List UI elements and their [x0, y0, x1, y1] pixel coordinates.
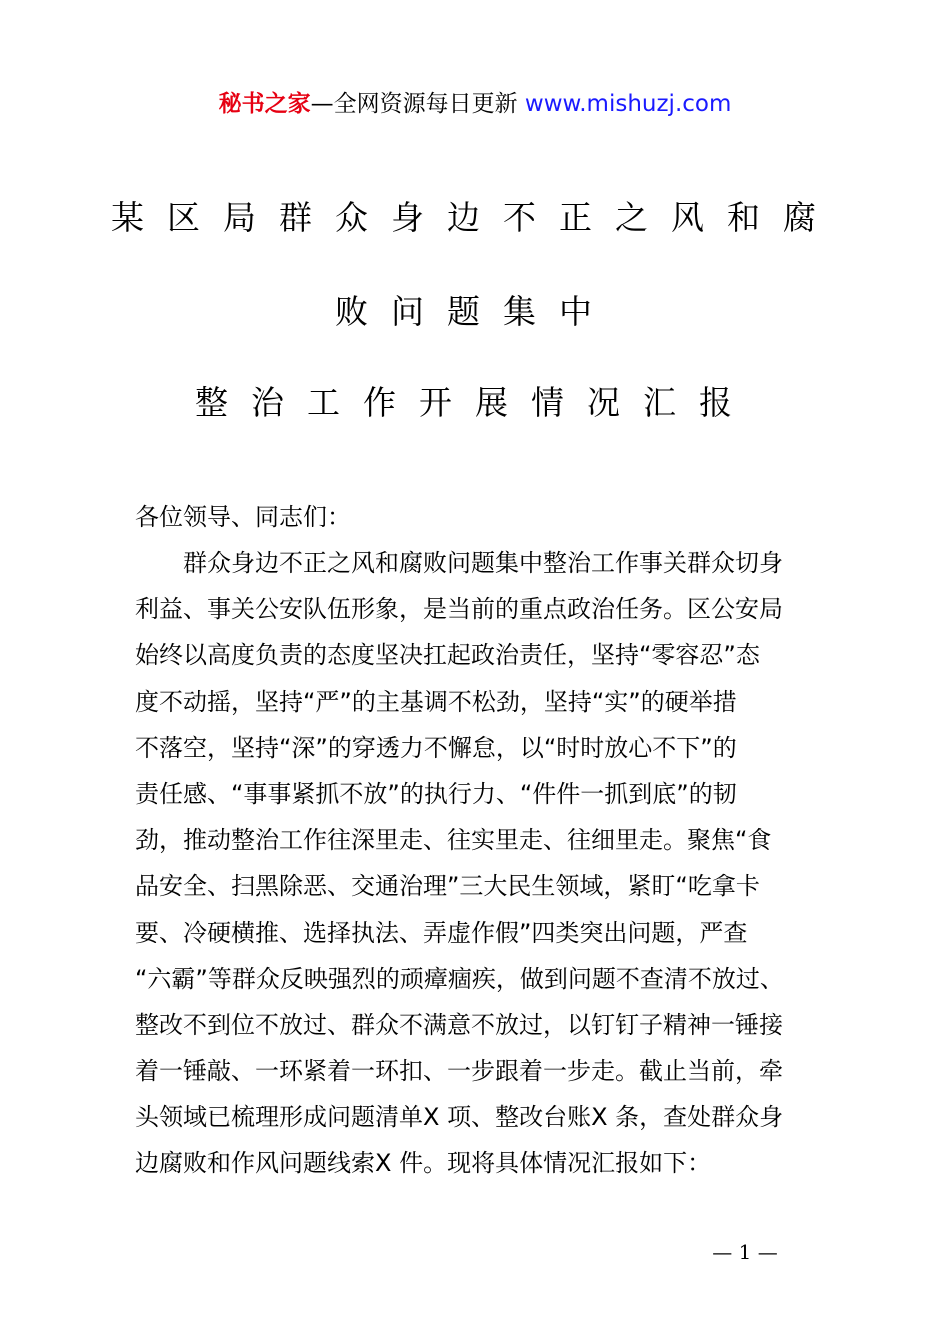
- body-paragraph: [135, 540, 830, 1187]
- document-title-line-1: 某区局群众身边不正之风和腐: [111, 198, 839, 237]
- paragraph-line: 品安全、扫黑除恶、交通治理”三大民生领域，紧盯“吃拿卡: [135, 872, 760, 901]
- greeting: 各位领导、同志们：: [135, 503, 351, 531]
- page-number: — 1 —: [712, 1240, 778, 1264]
- paragraph-line: 整改不到位不放过、群众不满意不放过，以钉钉子精神一锤接: [135, 1010, 783, 1039]
- paragraph-line: 劲，推动整治工作往深里走、往实里走、往细里走。聚焦“食: [135, 826, 772, 855]
- paragraph-line: “六霸”等群众反映强烈的顽瘴痼疾，做到问题不查清不放过、: [135, 964, 784, 993]
- paragraph-line: 边腐败和作风问题线索X 件。现将具体情况汇报如下：: [135, 1149, 712, 1178]
- document-title-line-3: 整治工作开展情况汇报: [195, 383, 755, 422]
- paragraph-line: 着一锤敲、一环紧着一环扣、一步跟着一步走。截止当前，牵: [135, 1057, 783, 1086]
- paragraph-line: 始终以高度负责的态度坚决扛起政治责任，坚持“零容忍”态: [135, 641, 760, 670]
- paragraph-line: 责任感、“事事紧抓不放”的执行力、“件件一抓到底”的韧: [135, 779, 737, 808]
- paragraph-line: 利益、事关公安队伍形象，是当前的重点政治任务。区公安局: [135, 595, 783, 624]
- site-url-link[interactable]: www.mishuzj.com: [524, 91, 732, 117]
- paragraph-line: 要、冷硬横推、选择执法、弄虚作假”四类突出问题，严查: [135, 918, 748, 947]
- paragraph-line: 不落空，坚持“深”的穿透力不懈怠，以“时时放心不下”的: [135, 733, 737, 762]
- site-header: [0, 88, 950, 120]
- site-slogan: —全网资源每日更新: [310, 91, 525, 117]
- paragraph-line: 头领域已梳理形成问题清单X 项、整改台账X 条，查处群众身: [135, 1103, 784, 1132]
- site-brand: 秘书之家: [218, 91, 311, 117]
- document-title-line-2: 败问题集中: [335, 292, 615, 331]
- paragraph-line: 群众身边不正之风和腐败问题集中整治工作事关群众切身: [183, 549, 783, 577]
- paragraph-line: 度不动摇，坚持“严”的主基调不松劲，坚持“实”的硬举措: [135, 687, 737, 716]
